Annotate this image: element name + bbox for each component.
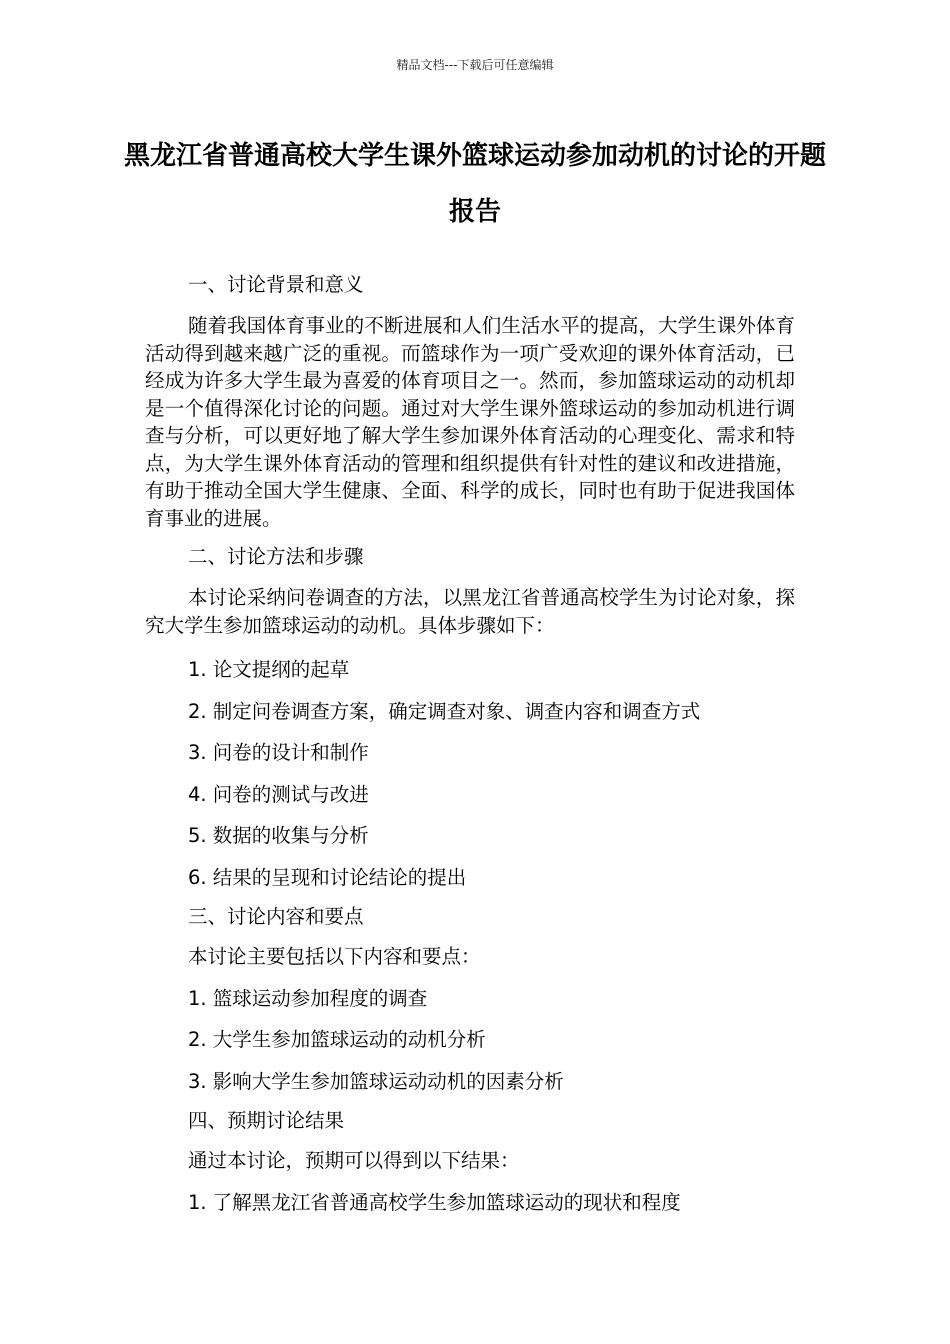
document-body [145, 266, 795, 1223]
page-header: 精品文档---下载后可任意编辑 [396, 58, 554, 72]
content-intro: 本讨论主要包括以下内容和要点： [188, 945, 481, 968]
list-item: 2. 制定问卷调查方案，确定调查对象、调查内容和调查方式 [188, 699, 701, 723]
expected-results-intro: 通过本讨论，预期可以得到以下结果： [188, 1149, 520, 1172]
list-item: 5. 数据的收集与分析 [188, 824, 369, 847]
list-item: 2. 大学生参加篮球运动的动机分析 [188, 1028, 486, 1051]
section-heading-content: 三、讨论内容和要点 [188, 905, 364, 928]
section-background [145, 304, 795, 538]
section-heading-methods: 二、讨论方法和步骤 [188, 545, 364, 568]
methods-steps-list [145, 645, 795, 898]
section-heading-background: 一、讨论背景和意义 [188, 273, 364, 296]
list-item: 6. 结果的呈现和讨论结论的提出 [188, 865, 467, 889]
section-methods [145, 576, 795, 645]
list-item: 3. 问卷的设计和制作 [188, 741, 369, 764]
paragraph-background: 随着我国体育事业的不断进展和人们生活水平的提高，大学生课外体育活动得到越来越广泛的重视。而篮球作为一项广受欢迎的课外体育活动，已经成为许多大学生最为喜爱的体育项目之一。然而，参加篮球运动的动机却是一个值得深化讨论的问题。通过对大学生课外篮球运动的参加动机进行调查与分析，可以更好地了解大学生参加课外体育活动的心理变化、需求和特点，为大学生课外体育活动的管理和组织提供有针对性的建议和改进措施，有助于推动全国大学生健康、全面、科学的成长，同时也有助于促进我国体育事业的进展。 [145, 314, 795, 530]
expected-results-list [145, 1182, 795, 1224]
list-item: 4. 问卷的测试与改进 [188, 782, 369, 806]
section-heading-expected-results: 四、预期讨论结果 [188, 1109, 345, 1132]
content-points-list [145, 978, 795, 1103]
list-item: 1. 了解黑龙江省普通高校学生参加篮球运动的现状和程度 [188, 1190, 681, 1214]
list-item: 1. 论文提纲的起草 [188, 658, 350, 681]
list-item: 1. 篮球运动参加程度的调查 [188, 986, 428, 1010]
paragraph-methods: 本讨论采纳问卷调查的方法，以黑龙江省普通高校学生为讨论对象，探究大学生参加篮球运动的动机。具体步骤如下： [145, 586, 795, 637]
list-item: 3. 影响大学生参加篮球运动动机的因素分析 [188, 1069, 564, 1093]
document-title: 黑龙江省普通高校大学生课外篮球运动参加动机的讨论的开题报告 [123, 141, 826, 227]
